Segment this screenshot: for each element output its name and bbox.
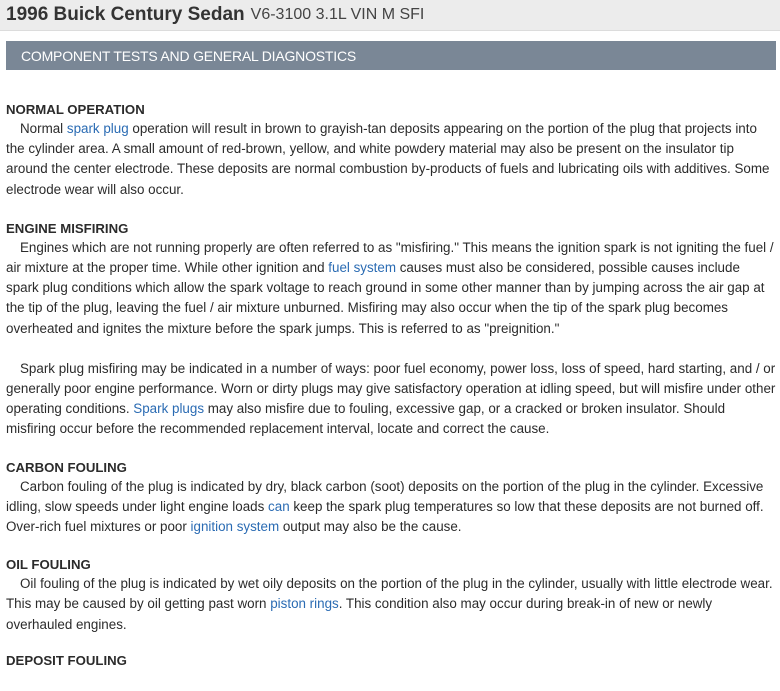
section-normal-operation — [6, 101, 776, 200]
section-oil-fouling — [6, 556, 776, 635]
article-content — [6, 101, 776, 668]
text: causes must also be considered, possible causes include spark plug conditions which allow the spark voltage to reach ground in some other manner than by jumping across the air gap at the tip of the plug, leaving the fuel / air mixture unburned. Misfiring may also occur when the tip of the spark plug becomes overheated and ignites the mixture before the spark jumps. This is referred to as "preignition." — [6, 260, 765, 336]
spark-plugs-link[interactable]: Spark plugs — [133, 401, 205, 417]
text: keep the spark plug temperatures so low that these deposits are not burned off. Over-rich fuel mixtures or poor — [6, 498, 764, 535]
paragraph — [6, 359, 776, 440]
text: Oil fouling of the plug is indicated by wet oily deposits on the portion of the plug in the cylinder, usually with little electrode wear. This may be caused by oil getting past worn — [6, 576, 773, 612]
section-heading: NORMAL OPERATION — [6, 102, 145, 117]
engine-spec: V6-3100 3.1L VIN M SFI — [250, 6, 425, 23]
text: operation will result in brown to grayish-tan deposits appearing on the portion of the plug that projects into the cylinder area. A small amount of red-brown, yellow, and white powdery material may also be present on the insulator tip around the center electrode. These deposits are normal combustion by-products of fuels and lubricating oils with additives. Some electrode wear will also occur. — [6, 121, 770, 197]
paragraph — [6, 477, 776, 538]
section-heading: DEPOSIT FOULING — [6, 652, 127, 668]
text: Spark plug misfiring may be indicated in a number of ways: poor fuel economy, power loss, loss of speed, hard starting, and / or generally poor engine performance. Worn or dirty plugs may give satisfactory operation at idling speed, but will misfire under other operating conditions. — [6, 360, 776, 417]
paragraph — [6, 574, 776, 635]
fuel-system-link[interactable]: fuel system — [328, 260, 396, 276]
section-deposit-fouling — [6, 652, 776, 668]
section-heading: OIL FOULING — [6, 557, 91, 573]
text: Engines which are not running properly are often referred to as "misfiring." This means the ignition spark is not igniting the fuel / air mixture at the proper time. While other ignition and — [6, 239, 774, 276]
text: . This condition also may occur during break-in of new or newly overhauled engines. — [6, 596, 713, 632]
text: output may also be the cause. — [279, 519, 462, 535]
ignition-system-link[interactable]: ignition system — [190, 519, 280, 535]
section-heading: CARBON FOULING — [6, 459, 127, 475]
section-engine-misfiring — [6, 220, 776, 440]
can-link[interactable]: can — [268, 498, 290, 514]
vehicle-header — [0, 0, 780, 31]
section-carbon-fouling — [6, 459, 776, 538]
text: Carbon fouling of the plug is indicated by dry, black carbon (soot) deposits on the portion of the plug in the cylinder. Excessive idling, slow speeds under light engine loads — [6, 478, 764, 514]
paragraph — [6, 119, 776, 200]
paragraph — [6, 238, 776, 339]
section-banner-title: COMPONENT TESTS AND GENERAL DIAGNOSTICS — [21, 47, 357, 64]
vehicle-title: 1996 Buick Century Sedan — [6, 4, 245, 25]
section-banner — [6, 41, 776, 70]
text: Normal — [20, 121, 67, 136]
section-heading: ENGINE MISFIRING — [6, 220, 129, 236]
spark-plug-link[interactable]: spark plug — [66, 121, 129, 136]
piston-rings-link[interactable]: piston rings — [270, 596, 339, 612]
text: may also misfire due to fouling, excessive gap, or a cracked or broken insulator. Should misfiring occur before the recommended replacement interval, locate and correct the cause. — [6, 401, 726, 437]
